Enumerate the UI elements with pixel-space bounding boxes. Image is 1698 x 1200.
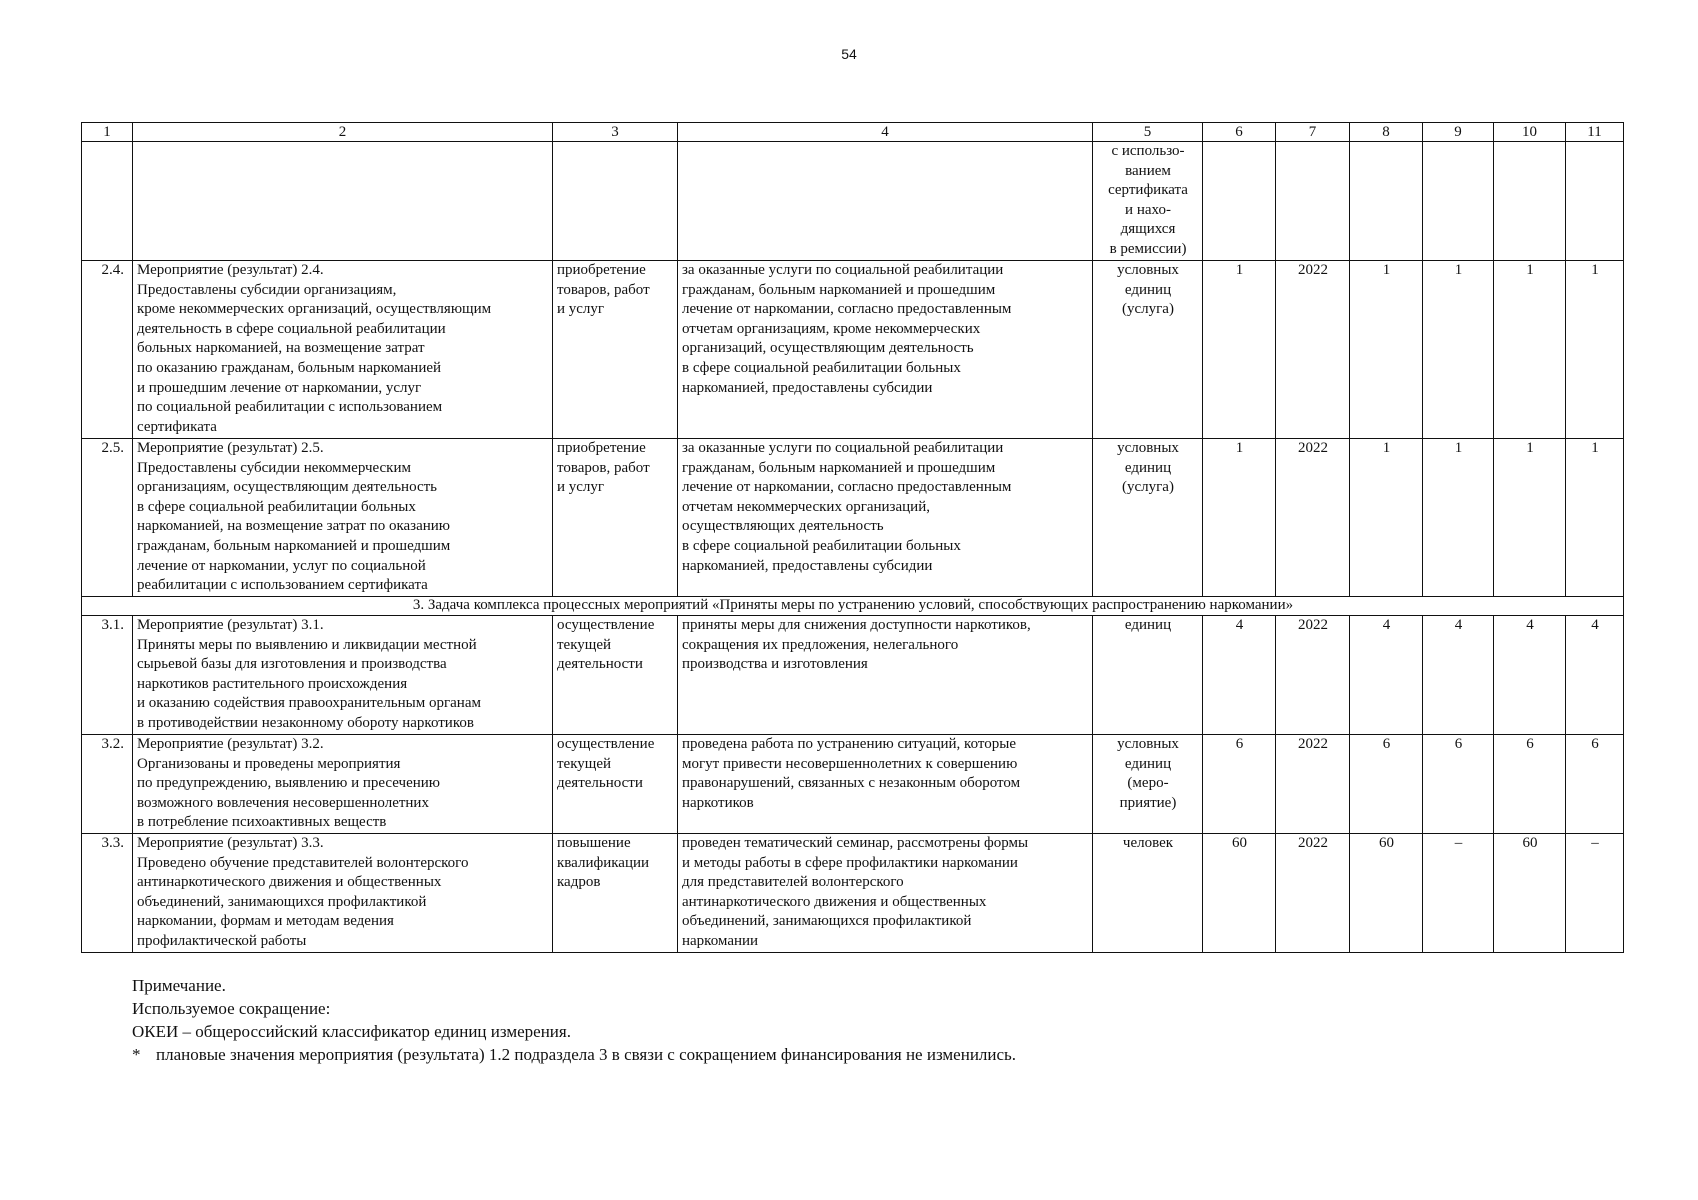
header-cell: 3 xyxy=(553,123,678,142)
header-cell: 5 xyxy=(1093,123,1203,142)
type-cell: приобретение товаров, работ и услуг xyxy=(553,439,678,597)
event-cell: Мероприятие (результат) 3.1. Приняты меры по выявлению и ликвидации местной сырьевой базы для изготовления и производства наркотиков растительного происхождения и оказанию содействия правоохранительным органам в противодействии незаконному обороту наркотиков xyxy=(133,616,553,735)
event-cell: Мероприятие (результат) 3.2. Организованы и проведены мероприятия по предупреждению, выявлению и пресечению возможного вовлечения несовершеннолетних в потребление психоактивных веществ xyxy=(133,735,553,834)
type-cell: приобретение товаров, работ и услуг xyxy=(553,261,678,439)
value-cell: 60 xyxy=(1350,834,1423,953)
base-value-cell: 6 xyxy=(1203,735,1276,834)
column-number-row xyxy=(82,123,1624,142)
footnote-text: плановые значения мероприятия (результата) 1.2 подраздела 3 в связи с сокращением финансирования не изменились. xyxy=(156,1045,1017,1064)
value-cell: 1 xyxy=(1423,261,1494,439)
row-number: 3.2. xyxy=(82,735,133,834)
value-cell: 6 xyxy=(1494,735,1566,834)
characteristic-cell: приняты меры для снижения доступности наркотиков, сокращения их предложения, нелегального производства и изготовления xyxy=(678,616,1093,735)
abbreviation-okei: ОКЕИ – общероссийский классификатор единиц измерения. xyxy=(132,1022,571,1041)
value-cell: 6 xyxy=(1566,735,1624,834)
notes-title: Примечание. xyxy=(132,976,226,995)
value-cell: 6 xyxy=(1423,735,1494,834)
header-cell: 2 xyxy=(133,123,553,142)
unit-cell: условных единиц (услуга) xyxy=(1093,439,1203,597)
header-cell: 7 xyxy=(1276,123,1350,142)
row-number: 2.4. xyxy=(82,261,133,439)
continuation-row xyxy=(82,142,1624,261)
header-cell: 6 xyxy=(1203,123,1276,142)
notes-block xyxy=(132,974,1612,1066)
events-table xyxy=(81,122,1624,953)
base-year-cell: 2022 xyxy=(1276,735,1350,834)
base-value-cell: 1 xyxy=(1203,261,1276,439)
row-number: 2.5. xyxy=(82,439,133,597)
value-cell: 6 xyxy=(1350,735,1423,834)
event-cell: Мероприятие (результат) 3.3. Проведено обучение представителей волонтерского антинаркотического движения и общественных объединений, занимающихся профилактикой наркомании, формам и методам ведения профилактической работы xyxy=(133,834,553,953)
value-cell: 1 xyxy=(1350,439,1423,597)
unit-cell: единиц xyxy=(1093,616,1203,735)
value-cell: 1 xyxy=(1566,439,1624,597)
base-value-cell: 60 xyxy=(1203,834,1276,953)
section-title: 3. Задача комплекса процессных мероприятий «Приняты меры по устранению условий, способствующих распространению наркомании» xyxy=(82,597,1624,616)
characteristic-cell: проведена работа по устранению ситуаций, которые могут привести несовершеннолетних к совершению правонарушений, связанных с незаконным оборотом наркотиков xyxy=(678,735,1093,834)
unit-cell: условных единиц (меро- приятие) xyxy=(1093,735,1203,834)
event-cell: Мероприятие (результат) 2.4. Предоставлены субсидии организациям, кроме некоммерческих организаций, осуществляющим деятельность в сфере социальной реабилитации больных наркоманией, на возмещение затрат по оказанию гражданам, больным наркоманией и прошедшим лечение от наркомании, услуг по социальной реабилитации с использованием сертификата xyxy=(133,261,553,439)
characteristic-cell: за оказанные услуги по социальной реабилитации гражданам, больным наркоманией и прошедшим лечение от наркомании, согласно предоставленным отчетам организациям, кроме некоммерческих организаций, осуществляющим деятельность в сфере социальной реабилитации больных наркоманией, предоставлены субсидии xyxy=(678,261,1093,439)
unit-cell: условных единиц (услуга) xyxy=(1093,261,1203,439)
value-cell: – xyxy=(1423,834,1494,953)
table-row xyxy=(82,439,1624,597)
value-cell: 1 xyxy=(1350,261,1423,439)
table-row xyxy=(82,261,1624,439)
table-row xyxy=(82,735,1624,834)
unit-cell: с использо- ванием сертификата и нахо- дящихся в ремиссии) xyxy=(1093,142,1203,261)
value-cell: – xyxy=(1566,834,1624,953)
row-number: 3.3. xyxy=(82,834,133,953)
abbreviation-intro: Используемое сокращение: xyxy=(132,999,331,1018)
table-row xyxy=(82,834,1624,953)
header-cell: 1 xyxy=(82,123,133,142)
value-cell: 4 xyxy=(1423,616,1494,735)
base-year-cell: 2022 xyxy=(1276,834,1350,953)
type-cell: повышение квалификации кадров xyxy=(553,834,678,953)
footnote-marker: * xyxy=(132,1045,141,1064)
value-cell: 60 xyxy=(1494,834,1566,953)
base-year-cell: 2022 xyxy=(1276,616,1350,735)
table-row xyxy=(82,616,1624,735)
row-number: 3.1. xyxy=(82,616,133,735)
value-cell: 1 xyxy=(1494,261,1566,439)
type-cell: осуществление текущей деятельности xyxy=(553,616,678,735)
footnote xyxy=(132,1043,1612,1066)
header-cell: 11 xyxy=(1566,123,1624,142)
page-number: 54 xyxy=(841,46,857,62)
value-cell: 1 xyxy=(1494,439,1566,597)
value-cell: 1 xyxy=(1566,261,1624,439)
header-cell: 10 xyxy=(1494,123,1566,142)
event-cell: Мероприятие (результат) 2.5. Предоставлены субсидии некоммерческим организациям, осуществляющим деятельность в сфере социальной реабилитации больных наркоманией, на возмещение затрат по оказанию гражданам, больным наркоманией и прошедшим лечение от наркомании, услуг по социальной реабилитации с использованием сертификата xyxy=(133,439,553,597)
type-cell: осуществление текущей деятельности xyxy=(553,735,678,834)
value-cell: 4 xyxy=(1566,616,1624,735)
characteristic-cell: за оказанные услуги по социальной реабилитации гражданам, больным наркоманией и прошедшим лечение от наркомании, согласно предоставленным отчетам некоммерческих организаций, осуществляющих деятельность в сфере социальной реабилитации больных наркоманией, предоставлены субсидии xyxy=(678,439,1093,597)
base-year-cell: 2022 xyxy=(1276,439,1350,597)
base-year-cell: 2022 xyxy=(1276,261,1350,439)
value-cell: 4 xyxy=(1350,616,1423,735)
header-cell: 8 xyxy=(1350,123,1423,142)
value-cell: 1 xyxy=(1423,439,1494,597)
section-title-row xyxy=(82,597,1624,616)
value-cell: 4 xyxy=(1494,616,1566,735)
base-value-cell: 1 xyxy=(1203,439,1276,597)
header-cell: 4 xyxy=(678,123,1093,142)
unit-cell: человек xyxy=(1093,834,1203,953)
characteristic-cell: проведен тематический семинар, рассмотрены формы и методы работы в сфере профилактики наркомании для представителей волонтерского антинаркотического движения и общественных объединений, занимающихся профилактикой наркомании xyxy=(678,834,1093,953)
base-value-cell: 4 xyxy=(1203,616,1276,735)
header-cell: 9 xyxy=(1423,123,1494,142)
